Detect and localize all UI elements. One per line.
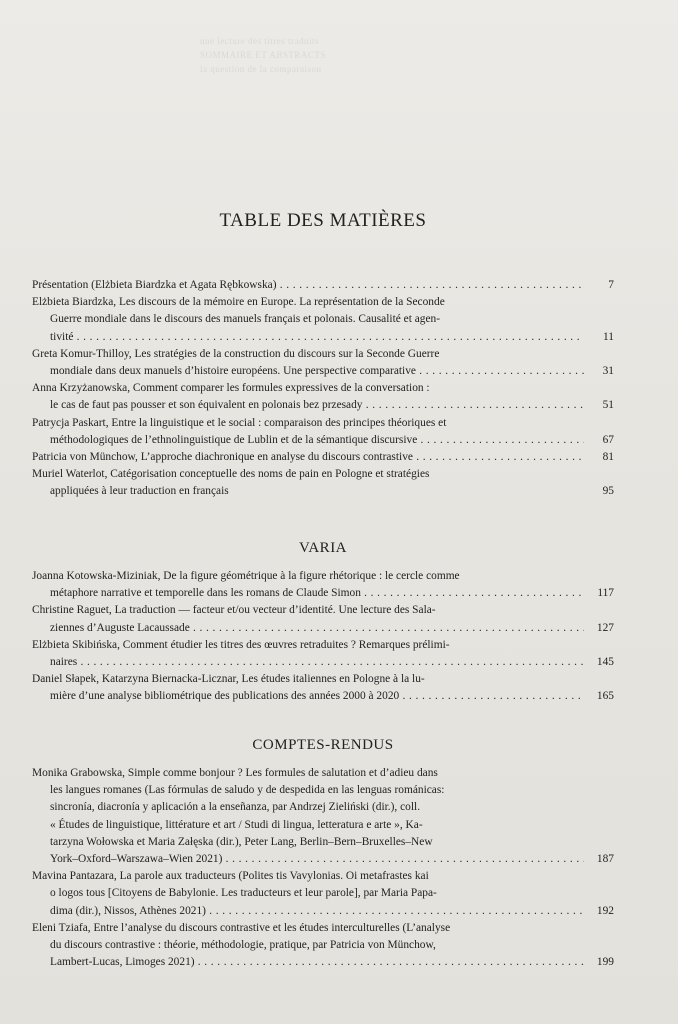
page-number: 95	[602, 485, 614, 498]
varia-heading: VARIA	[298, 540, 348, 556]
toc-entry-line: Présentation (Elżbieta Biardzka et Agata Rębkowska) . . .	[32, 277, 584, 294]
toc-entry-line: mière d’une analyse bibliométrique des publications des années 2000 à 2020 . . .	[32, 688, 584, 705]
toc-entry-line: le cas de faut pas pousser et son équivalent en polonais bez przesady . . .	[32, 397, 584, 414]
toc-entry-line: Patricia von Münchow, L’approche diachronique en analyse du discours contrastive . . .	[32, 449, 584, 466]
page-number: 192	[596, 904, 614, 917]
toc-entry-line: Mavina Pantazara, La parole aux traducteurs (Polites tis Vavylonias. Oi metafrastes kai	[32, 870, 429, 883]
toc-comptes-list	[32, 765, 614, 971]
page-number: 81	[602, 451, 614, 464]
toc-entry-line: tarzyna Wołowska et Maria Załęska (dir.), Peter Lang, Berlin–Bern–Bruxelles–New	[50, 835, 433, 848]
toc-entry-line: métaphore narrative et temporelle dans les romans de Claude Simon . . .	[32, 585, 584, 602]
toc-entry-line: appliquées à leur traduction en français	[50, 485, 229, 498]
toc-entry[interactable]	[32, 765, 614, 868]
toc-entry[interactable]	[32, 449, 614, 466]
toc-entry[interactable]	[32, 415, 614, 449]
toc-varia-list	[32, 568, 614, 706]
toc-entry-line: Eleni Tziafa, Entre l’analyse du discours contrastive et les études interculturelles (L’analyse	[32, 921, 451, 934]
toc-entry[interactable]	[32, 671, 614, 705]
page-number: 127	[596, 621, 614, 634]
toc-entry-line: les langues romanes (Las fórmulas de saludo y de despedida en las lenguas románicas:	[50, 784, 445, 797]
toc-entry-line: ziennes d’Auguste Lacaussade . . .	[32, 620, 584, 637]
bleed-through-text: une lecture des titres traduits SOMMAIRE ET ABSTRACTS la question de la comparaison	[200, 36, 326, 74]
page-number: 7	[608, 279, 614, 291]
toc-entry-line: Lambert-Lucas, Limoges 2021) . . .	[32, 954, 584, 971]
toc-entry-line: Anna Krzyżanowska, Comment comparer les formules expressives de la conversation :	[32, 382, 430, 395]
toc-entry-line: Muriel Waterlot, Catégorisation conceptuelle des noms de pain en Pologne et stratégies	[32, 468, 430, 481]
page-number: 199	[596, 956, 614, 969]
toc-entry-line: naires . . .	[32, 654, 584, 671]
toc-entry-line: York–Oxford–Warszawa–Wien 2021) . . .	[32, 851, 584, 868]
page-number: 51	[602, 399, 614, 412]
toc-entry-line: Joanna Kotowska-Miziniak, De la figure géométrique à la figure rhétorique : le cercle comme	[32, 570, 460, 582]
toc-entry-line: méthodologiques de l’ethnolinguistique de Lublin et de la sémantique discursive . . .	[32, 432, 584, 449]
toc-entry-line: Elżbieta Skibińska, Comment étudier les titres des œuvres retraduites ? Remarques prélimi-	[32, 638, 450, 651]
toc-entry[interactable]	[32, 602, 614, 636]
toc-entry-line: Christine Raguet, La traduction — facteur et/ou vecteur d’identité. Une lecture des Sala-	[32, 604, 436, 617]
toc-entry[interactable]	[32, 920, 614, 972]
page-number: 187	[596, 853, 614, 866]
page-number: 117	[597, 587, 614, 600]
toc-entry-line: o logos tous [Citoyens de Babylonie. Les traducteurs et leur parole], par Maria Papa-	[50, 887, 437, 900]
page-title: TABLE DES MATIÈRES	[219, 210, 427, 231]
page-number: 67	[602, 433, 614, 446]
page-number: 11	[603, 330, 614, 343]
comptes-rendus-heading: COMPTES-RENDUS	[252, 737, 394, 753]
toc-entry-line: Guerre mondiale dans le discours des manuels français et polonais. Causalité et agen-	[50, 313, 441, 326]
toc-entry[interactable]	[32, 294, 614, 346]
toc-entry-line: Monika Grabowska, Simple comme bonjour ? Les formules de salutation et d’adieu dans	[32, 767, 438, 779]
page-number: 165	[596, 690, 614, 703]
toc-entry[interactable]	[32, 466, 614, 500]
toc-entry[interactable]	[32, 277, 614, 294]
toc-main-list	[32, 277, 614, 501]
toc-entry-line: Elżbieta Biardzka, Les discours de la mémoire en Europe. La représentation de la Seconde	[32, 296, 445, 309]
toc-entry-line: Patrycja Paskart, Entre la linguistique et le social : comparaison des principes théoriques et	[32, 416, 447, 429]
toc-entry[interactable]	[32, 346, 614, 380]
toc-entry-line: sincronía, diacronía y aplicación a la enseñanza, par Andrzej Zieliński (dir.), coll.	[50, 801, 421, 814]
toc-entry-line: dima (dir.), Nissos, Athènes 2021) . . .	[32, 903, 584, 920]
page-number: 145	[596, 656, 614, 669]
toc-entry[interactable]	[32, 868, 614, 920]
toc-entry-line: Daniel Słapek, Katarzyna Biernacka-Licznar, Les études italiennes en Pologne à la lu-	[32, 673, 425, 686]
toc-entry[interactable]	[32, 637, 614, 671]
toc-entry-line: Greta Komur-Thilloy, Les stratégies de la construction du discours sur la Seconde Guerre	[32, 347, 440, 360]
toc-entry-line: du discours contrastive : théorie, méthodologie, pratique, par Patricia von Münchow,	[50, 939, 436, 952]
toc-entry-line: « Études de linguistique, littérature et art / Studi di lingua, letteratura e arte », Ka-	[50, 818, 423, 831]
toc-entry[interactable]	[32, 568, 614, 602]
page-number: 31	[602, 365, 614, 378]
toc-entry-line: mondiale dans deux manuels d’histoire européens. Une perspective comparative . . .	[32, 363, 584, 380]
toc-entry[interactable]	[32, 380, 614, 414]
toc-entry-line: tivité . . .	[32, 329, 584, 346]
